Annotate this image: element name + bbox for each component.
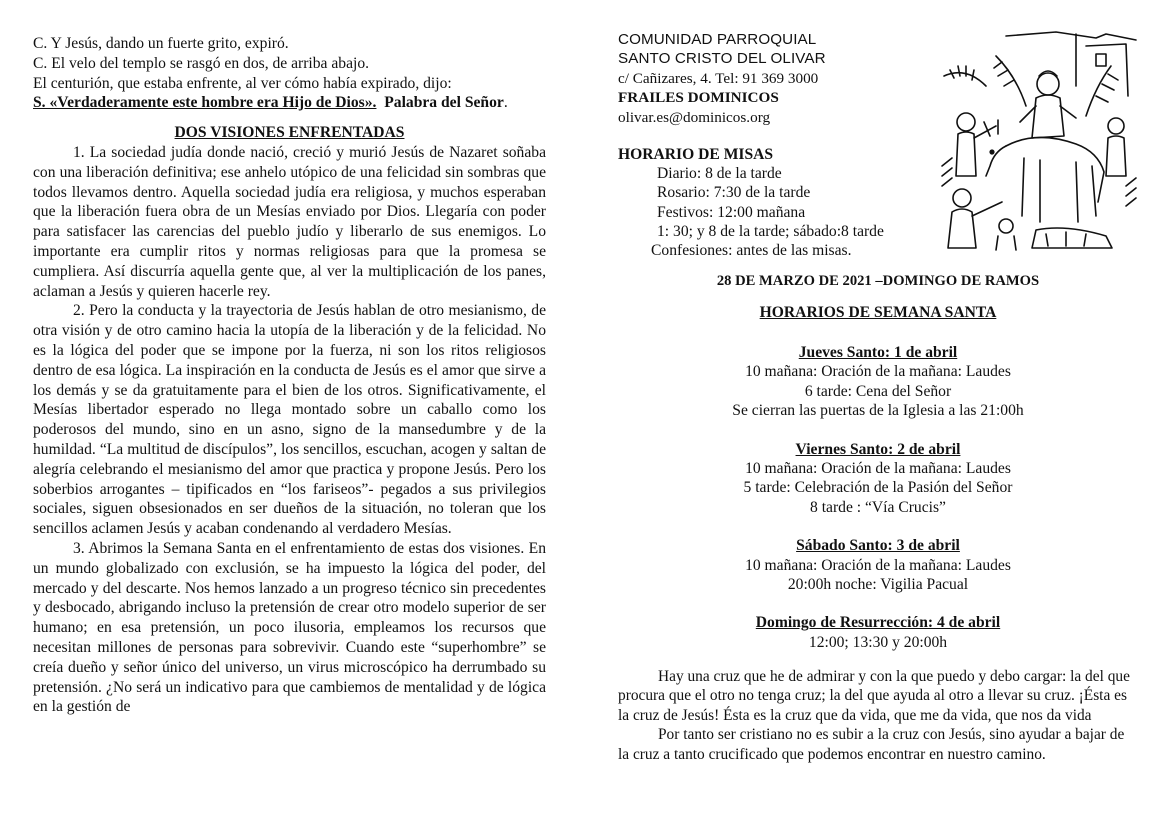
gospel-line: C. El velo del templo se rasgó en dos, de arriba abajo. bbox=[33, 54, 370, 72]
schedule-line: 12:00; 13:30 y 20:00h bbox=[808, 633, 948, 651]
parish-name-line1: COMUNIDAD PARROQUIAL bbox=[618, 31, 817, 48]
schedule-line: 10 mañana: Oración de la mañana: Laudes bbox=[745, 556, 1011, 574]
gospel-line: C. Y Jesús, dando un fuerte grito, expiró. bbox=[33, 35, 289, 52]
article-title: DOS VISIONES ENFRENTADAS bbox=[174, 124, 405, 142]
schedule-day-sunday bbox=[618, 613, 1138, 652]
article-paragraph-1: 1. La sociedad judía donde nació, creció y murió Jesús de Nazaret soñaba con una liberación definitiva; ese anhelo utópico de una felicidad sin sombras que todos llevamos dentro. Aquella sociedad judía era religiosa, y muchos esperaban que la liberación fuera obra de un Mesías enviado por Dios. Llegaría con poder para satisfacer las carencias del pueblo judío y liberarlo de sus enemigos. Lo importante era cumplir ritos y normas religiosas para que la promesa se cumpliera. Así discurría aquella gente que, al ver la multiplicación de los panes, aclaman a Jesús y quieren hacerle rey. bbox=[33, 143, 546, 300]
parish-name-line2: SANTO CRISTO DEL OLIVAR bbox=[618, 50, 826, 68]
gospel-ending bbox=[33, 34, 546, 113]
date-line: 28 DE MARZO DE 2021 –DOMINGO DE RAMOS bbox=[716, 273, 1040, 289]
schedule-line: 20:00h noche: Vigilia Pacual bbox=[787, 576, 969, 594]
holy-week-schedule bbox=[618, 343, 1138, 671]
day-title: Jueves Santo: 1 de abril bbox=[798, 344, 958, 361]
confessions-note: Confesiones: antes de las misas. bbox=[651, 242, 852, 260]
palm-sunday-entry-icon bbox=[936, 26, 1141, 252]
parish-order: FRAILES DOMINICOS bbox=[618, 89, 779, 107]
mass-heading: HORARIO DE MISAS bbox=[618, 146, 774, 164]
article-paragraph-2: 2. Pero la conducta y la trayectoria de Jesús hablan de otro mesianismo, de otra visión y de otro camino hacia la utopía de la liberación y de la felicidad. No es la lógica del poder que se impone por la fuerza, ni son los ritos religiosos dentro de esa lógica. La inspiración en la conducta de Jesús es el amor que sirve a los demás y se da gratuitamente para el bien de los otros. Significativamente, el Mesías libertador esperado no llega montado sobre un caballo como los poderosos del mundo, sino en un asno, signo de la mansedumbre y de la humildad. “La multitud de discípulos”, los sencillos, escuchan, acogen y saltan de alegría celebrando el mesianismo del amor que practica y propone Jesús. Pero los soberbios arrogantes – tipificados en “los fariseos”- pegados a sus privilegios sociales, siguen obsesionados en ser dueños de la situación, no toleran que los sencillos aclamen Jesús y acaban condenando al verdadero Mesías. bbox=[33, 302, 546, 538]
mass-item: Diario: 8 de la tarde bbox=[657, 165, 782, 183]
palm-sunday-entry-illustration bbox=[936, 26, 1141, 252]
schedule-day-saturday bbox=[618, 536, 1138, 594]
left-column bbox=[33, 34, 546, 717]
mass-item: Festivos: 12:00 mañana bbox=[657, 203, 806, 221]
schedule-line: Se cierran las puertas de la Iglesia a las 21:00h bbox=[732, 402, 1024, 420]
article-paragraph-3: 3. Abrimos la Semana Santa en el enfrentamiento de estas dos visiones. En un mundo globalizado con exclusión, se ha impuesto la lógica del poder, del mercado y del descarte. Nos hemos lanzado a un progreso técnico sin precedentes y desbocado, abrigando incluso la pretensión de crear otro modelo superior de ser humano; en esa pretensión, un poco ilusoria, empleamos los recursos que necesitan millones de personas para sobrevivir. Cuando este “superhombre” se creía dueño y señor único del universo, un virus microscópico ha derrumbado su pretensión. ¿No será un indicativo para que cambiemos de mentalidad y de lógica en la gestión de bbox=[33, 539, 546, 716]
schedule-day-thursday bbox=[618, 343, 1138, 421]
schedule-line: 10 mañana: Oración de la mañana: Laudes bbox=[745, 363, 1011, 381]
day-title: Viernes Santo: 2 de abril bbox=[795, 440, 961, 458]
gospel-final-quote: S. «Verdaderamente este hombre era Hijo de Dios». bbox=[33, 94, 377, 112]
parish-address: c/ Cañizares, 4. Tel: 91 369 3000 bbox=[618, 69, 819, 87]
schedule-line: 5 tarde: Celebración de la Pasión del Señor bbox=[743, 479, 1013, 497]
day-title: Domingo de Resurrección: 4 de abril bbox=[755, 614, 1001, 632]
schedule-line: 6 tarde: Cena del Señor bbox=[804, 382, 952, 400]
cross-paragraph-1: Hay una cruz que he de admirar y con la que puedo y debo cargar: la del que procura que el otro no tenga cruz; la del que ayuda al otro a llevar su cruz. ¡Ésta es la cruz de Jesús! Ésta es la cruz que da vida, que me da vida, que nos da vida bbox=[618, 668, 1130, 724]
schedule-line: 8 tarde : “Vía Crucis” bbox=[810, 498, 946, 516]
gospel-line: El centurión, que estaba enfrente, al ver cómo había expirado, dijo: bbox=[33, 74, 452, 92]
cross-paragraph-2: Por tanto ser cristiano no es subir a la cruz con Jesús, sino ayudar a bajar de la cruz a tanto crucificado que podemos encontrar en nuestro camino. bbox=[618, 726, 1125, 763]
gospel-closing: Palabra del Señor bbox=[384, 94, 504, 112]
mass-item: 1: 30; y 8 de la tarde; sábado:8 tarde bbox=[657, 222, 884, 240]
cross-reflection bbox=[618, 667, 1138, 764]
mass-item: Rosario: 7:30 de la tarde bbox=[657, 184, 811, 202]
schedule-day-friday bbox=[618, 440, 1138, 518]
parish-email: olivar.es@dominicos.org bbox=[618, 108, 771, 126]
holy-week-title: HORARIOS DE SEMANA SANTA bbox=[759, 304, 997, 321]
gospel-final-line: S. «Verdaderamente este hombre era Hijo de Dios». Palabra del Señor. bbox=[33, 94, 508, 112]
schedule-line: 10 mañana: Oración de la mañana: Laudes bbox=[745, 460, 1011, 478]
day-title: Sábado Santo: 3 de abril bbox=[796, 537, 960, 555]
